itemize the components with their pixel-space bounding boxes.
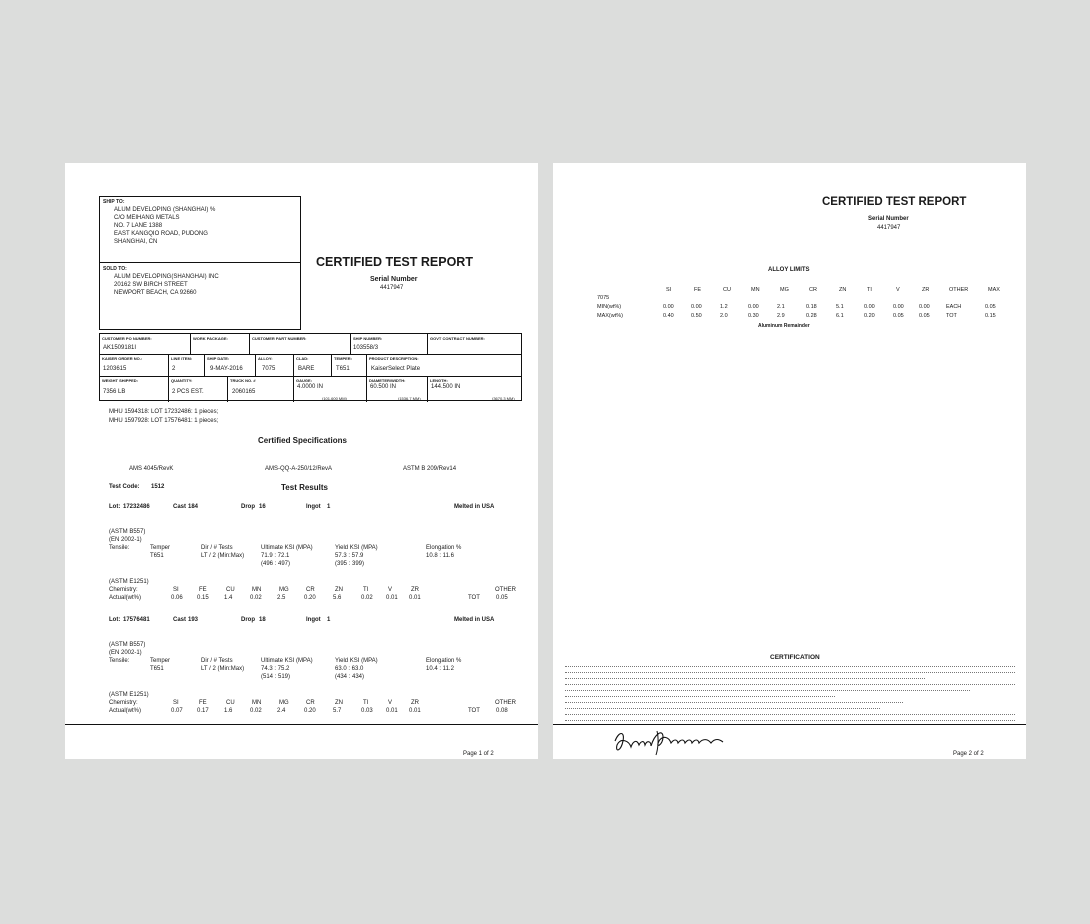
ultimate-mpa-value: (514 : 519) [261, 674, 291, 680]
limit-min-value: 0.00 [864, 304, 875, 310]
spec-item: AMS 4045/RevK [129, 466, 174, 472]
elongation-value: 10.4 : 11.2 [426, 666, 454, 672]
element-header: OTHER [495, 700, 516, 706]
quantity-label: QUANTITY: [171, 378, 193, 383]
work-package-label: WORK PACKAGE: [193, 336, 228, 341]
certified-specs-title: Certified Specifications [258, 436, 347, 445]
govt-contract-label: GOVT CONTRACT NUMBER: [430, 336, 485, 341]
temper: T651 [336, 366, 350, 372]
serial-label: Serial Number [868, 216, 909, 222]
serial-number: 4417947 [877, 225, 901, 231]
alloy-limits-title: ALLOY LIMITS [768, 267, 810, 273]
lot-number: 17232486 [123, 504, 150, 510]
cast-label: Cast [173, 617, 187, 623]
test-code: 1512 [151, 484, 165, 490]
direction-value: LT / 2 (Min:Max) [201, 553, 245, 559]
chemistry-value: TOT [468, 708, 480, 714]
test-results-title: Test Results [281, 483, 328, 492]
drop-label: Drop [241, 504, 255, 510]
ultimate-header: Ultimate KSI (MPA) [261, 658, 313, 664]
sold-to-line: 20162 SW BIRCH STREET [114, 282, 188, 288]
alloy: 7075 [262, 366, 276, 372]
temper-header: Temper [150, 658, 171, 664]
yield-header: Yield KSI (MPA) [335, 658, 378, 664]
report-title: CERTIFIED TEST REPORT [822, 196, 967, 208]
chemistry-value: 0.08 [496, 708, 508, 714]
limit-min-value: 2.1 [777, 304, 785, 310]
chemistry-value: 5.6 [333, 595, 342, 601]
temper-header: Temper [150, 545, 171, 551]
element-header: SI [173, 587, 179, 593]
page-footer: Page 1 of 2 [463, 751, 494, 757]
chemistry-value: 0.01 [386, 708, 398, 714]
sold-to-box [99, 262, 301, 330]
kaiser-order: 1203615 [103, 366, 127, 372]
test-code-label: Test Code: [109, 484, 140, 490]
element-header: MG [279, 700, 289, 706]
chemistry-value: 0.06 [171, 595, 183, 601]
limit-max-value: 0.05 [893, 313, 904, 319]
chemistry-label: Chemistry: [109, 700, 138, 706]
certification-title: CERTIFICATION [770, 654, 820, 661]
chemistry-value: 0.01 [409, 708, 421, 714]
elongation-header: Elongation % [426, 658, 462, 664]
elongation-value: 10.8 : 11.6 [426, 553, 454, 559]
ship-to-box [99, 196, 301, 263]
limit-header: MG [780, 287, 789, 293]
limit-min-value: 0.00 [893, 304, 904, 310]
limit-header: CU [723, 287, 731, 293]
line-item-label: LINE ITEM: [171, 356, 193, 361]
serial-label: Serial Number [370, 276, 418, 283]
drop-label: Drop [241, 617, 255, 623]
alloy-label: ALLOY: [258, 356, 273, 361]
chemistry-standard: (ASTM E1251) [109, 579, 149, 585]
truck-label: TRUCK NO. # [230, 378, 256, 383]
limit-max-value: 0.50 [691, 313, 702, 319]
info-grid [99, 333, 522, 401]
yield-header: Yield KSI (MPA) [335, 545, 378, 551]
clad-label: CLAD: [296, 356, 309, 361]
chemistry-value: 0.03 [361, 708, 373, 714]
limit-max-value: 0.30 [748, 313, 759, 319]
chemistry-value: 0.07 [171, 708, 183, 714]
limit-header: OTHER [949, 287, 969, 293]
ingot-label: Ingot [306, 617, 321, 623]
temper-value: T651 [150, 666, 164, 672]
ship-to-line: NO. 7 LANE 1388 [114, 223, 163, 229]
element-header: TI [363, 700, 369, 706]
direction-header: Dir / # Tests [201, 545, 233, 551]
actual-label: Actual(wt%) [109, 595, 142, 601]
temper-label: TEMPER: [334, 356, 352, 361]
customer-po-label: CUSTOMER PO NUMBER: [102, 336, 152, 341]
chemistry-standard: (ASTM E1251) [109, 692, 149, 698]
mhu-line: MHU 1597928: LOT 17576481: 1 pieces; [109, 418, 219, 424]
ship-date: 9-MAY-2016 [210, 366, 243, 372]
limit-max-value: 2.0 [720, 313, 728, 319]
gauge-mm: (101.600 MM) [322, 396, 347, 401]
yield-value: 57.3 : 57.9 [335, 553, 364, 559]
line-item: 2 [172, 366, 176, 372]
lot-number: 17576481 [123, 617, 150, 623]
chemistry-value: 2.5 [277, 595, 286, 601]
elongation-header: Elongation % [426, 545, 462, 551]
weight-label: WEIGHT SHIPPED: [102, 378, 139, 383]
element-header: CU [226, 700, 235, 706]
chemistry-value: 0.17 [197, 708, 209, 714]
kaiser-order-label: KAISER ORDER NO.: [102, 356, 143, 361]
limit-max-value: TOT [946, 313, 957, 319]
gauge-label: GAUGE: [296, 378, 312, 383]
element-header: V [388, 587, 393, 593]
chemistry-value: 0.05 [496, 595, 508, 601]
limit-max-value: 0.15 [985, 313, 996, 319]
product-desc-label: PRODUCT DESCRIPTION: [369, 356, 419, 361]
yield-value: 63.0 : 63.0 [335, 666, 364, 672]
cast-number: 184 [188, 504, 199, 510]
element-header: MG [279, 587, 289, 593]
report-page-2 [553, 163, 1026, 759]
limit-max-value: 0.40 [663, 313, 674, 319]
ultimate-value: 71.9 : 72.1 [261, 553, 290, 559]
truck: 2060165 [232, 389, 256, 395]
length-label: LENGTH: [430, 378, 448, 383]
report-title: CERTIFIED TEST REPORT [316, 255, 473, 269]
ultimate-mpa-value: (496 : 497) [261, 561, 291, 567]
lot-label: Lot: [109, 504, 121, 510]
spec-item: AMS-QQ-A-250/12/RevA [265, 466, 333, 472]
chemistry-value: 5.7 [333, 708, 342, 714]
chemistry-value: 1.4 [224, 595, 233, 601]
tensile-label: Tensile: [109, 545, 130, 551]
limit-header: MN [751, 287, 760, 293]
limit-header: ZN [839, 287, 847, 293]
drop-number: 18 [259, 617, 266, 623]
product-desc: KaiserSelect Plate [371, 366, 421, 372]
test-standard: (EN 2002-1) [109, 537, 142, 543]
limit-header: TI [867, 287, 872, 293]
element-header: TI [363, 587, 369, 593]
limit-header: FE [694, 287, 702, 293]
ship-to-line: EAST KANGQIO ROAD, PUDONG [114, 231, 208, 237]
ship-to-line: ALUM DEVELOPING (SHANGHAI) % [114, 207, 216, 213]
limit-max-value: 2.9 [777, 313, 785, 319]
limit-max-value: 0.28 [806, 313, 817, 319]
direction-header: Dir / # Tests [201, 658, 233, 664]
ultimate-header: Ultimate KSI (MPA) [261, 545, 313, 551]
alloy-remainder: Aluminum Remainder [758, 323, 810, 329]
limit-max-value: 0.05 [919, 313, 930, 319]
sold-to-line: ALUM DEVELOPING(SHANGHAI) INC [114, 274, 219, 280]
weight: 7356 LB [103, 389, 126, 395]
clad: BARE [298, 366, 315, 372]
temper-value: T651 [150, 553, 164, 559]
limit-header: MAX [988, 287, 1000, 293]
element-header: OTHER [495, 587, 516, 593]
ship-date-label: SHIP DATE: [207, 356, 230, 361]
limit-header: SI [666, 287, 672, 293]
limit-min-label: MIN(wt%) [597, 304, 622, 310]
limit-min-value: EACH [946, 304, 962, 310]
direction-value: LT / 2 (Min:Max) [201, 666, 245, 672]
chemistry-value: 1.6 [224, 708, 233, 714]
yield-mpa-value: (434 : 434) [335, 674, 365, 680]
limit-header: ZR [922, 287, 930, 293]
limit-header: V [896, 287, 900, 293]
serial-number: 4417947 [380, 285, 404, 291]
limit-min-value: 0.00 [748, 304, 759, 310]
limit-alloy: 7075 [597, 295, 610, 301]
length-mm: (3670.3 MM) [492, 396, 515, 401]
test-standard: (ASTM B557) [109, 642, 146, 648]
chemistry-value: 0.20 [304, 708, 316, 714]
limit-min-value: 0.18 [806, 304, 817, 310]
ingot-label: Ingot [306, 504, 321, 510]
limit-max-label: MAX(wt%) [597, 313, 623, 319]
customer-po: AK1509181I [103, 345, 137, 351]
element-header: V [388, 700, 393, 706]
sold-to-label: SOLD TO: [103, 266, 127, 272]
diameter-label: DIAMETER/WIDTH: [369, 378, 406, 383]
certification-fine-print [565, 662, 1015, 722]
ultimate-value: 74.3 : 75.2 [261, 666, 290, 672]
limit-min-value: 0.00 [919, 304, 930, 310]
actual-label: Actual(wt%) [109, 708, 142, 714]
lot-label: Lot: [109, 617, 121, 623]
tensile-label: Tensile: [109, 658, 130, 664]
chemistry-value: 2.4 [277, 708, 286, 714]
chemistry-value: 0.02 [250, 595, 262, 601]
element-header: CR [306, 700, 315, 706]
element-header: ZN [335, 587, 343, 593]
ship-to-line: C/O MEIHANG METALS [114, 215, 180, 221]
limit-min-value: 0.00 [691, 304, 702, 310]
limit-min-value: 0.05 [985, 304, 996, 310]
diameter-mm: (1536.7 MM) [398, 396, 421, 401]
chemistry-value: 0.01 [386, 595, 398, 601]
cast-label: Cast [173, 504, 187, 510]
chemistry-value: 0.01 [409, 595, 421, 601]
report-page-1 [65, 163, 538, 759]
length: 144.500 IN [431, 384, 461, 390]
chemistry-value: 0.15 [197, 595, 209, 601]
element-header: CR [306, 587, 315, 593]
element-header: SI [173, 700, 179, 706]
element-header: MN [252, 700, 262, 706]
element-header: ZR [411, 700, 419, 706]
element-header: ZR [411, 587, 419, 593]
melted-label: Melted in USA [454, 617, 495, 623]
ship-to-label: SHIP TO: [103, 199, 125, 205]
test-standard: (EN 2002-1) [109, 650, 142, 656]
test-standard: (ASTM B557) [109, 529, 146, 535]
ship-number: 103558/3 [353, 345, 379, 351]
page-footer: Page 2 of 2 [953, 751, 984, 757]
gauge: 4.0000 IN [297, 384, 324, 390]
diameter: 60.500 IN [370, 384, 397, 390]
chemistry-value: 0.02 [250, 708, 262, 714]
spec-item: ASTM B 209/Rev14 [403, 466, 457, 472]
melted-label: Melted in USA [454, 504, 495, 510]
ingot-number: 1 [327, 504, 331, 510]
element-header: CU [226, 587, 235, 593]
chemistry-value: 0.20 [304, 595, 316, 601]
yield-mpa-value: (395 : 399) [335, 561, 365, 567]
limit-max-value: 6.1 [836, 313, 844, 319]
element-header: FE [199, 700, 207, 706]
mhu-line: MHU 1594318: LOT 17232486: 1 pieces; [109, 409, 219, 415]
ship-to-line: SHANGHAI, CN [114, 239, 158, 245]
element-header: FE [199, 587, 207, 593]
element-header: ZN [335, 700, 343, 706]
sold-to-line: NEWPORT BEACH, CA 92660 [114, 290, 197, 296]
limit-min-value: 1.2 [720, 304, 728, 310]
quantity: 2 PCS EST. [172, 389, 204, 395]
signature-image [611, 727, 729, 757]
ship-number-label: SHIP NUMBER: [353, 336, 383, 341]
limit-header: CR [809, 287, 817, 293]
chemistry-value: TOT [468, 595, 480, 601]
customer-part-label: CUSTOMER PART NUMBER: [252, 336, 307, 341]
drop-number: 16 [259, 504, 266, 510]
element-header: MN [252, 587, 262, 593]
limit-max-value: 0.20 [864, 313, 875, 319]
chemistry-value: 0.02 [361, 595, 373, 601]
chemistry-label: Chemistry: [109, 587, 138, 593]
limit-min-value: 5.1 [836, 304, 844, 310]
limit-min-value: 0.00 [663, 304, 674, 310]
cast-number: 193 [188, 617, 199, 623]
ingot-number: 1 [327, 617, 331, 623]
